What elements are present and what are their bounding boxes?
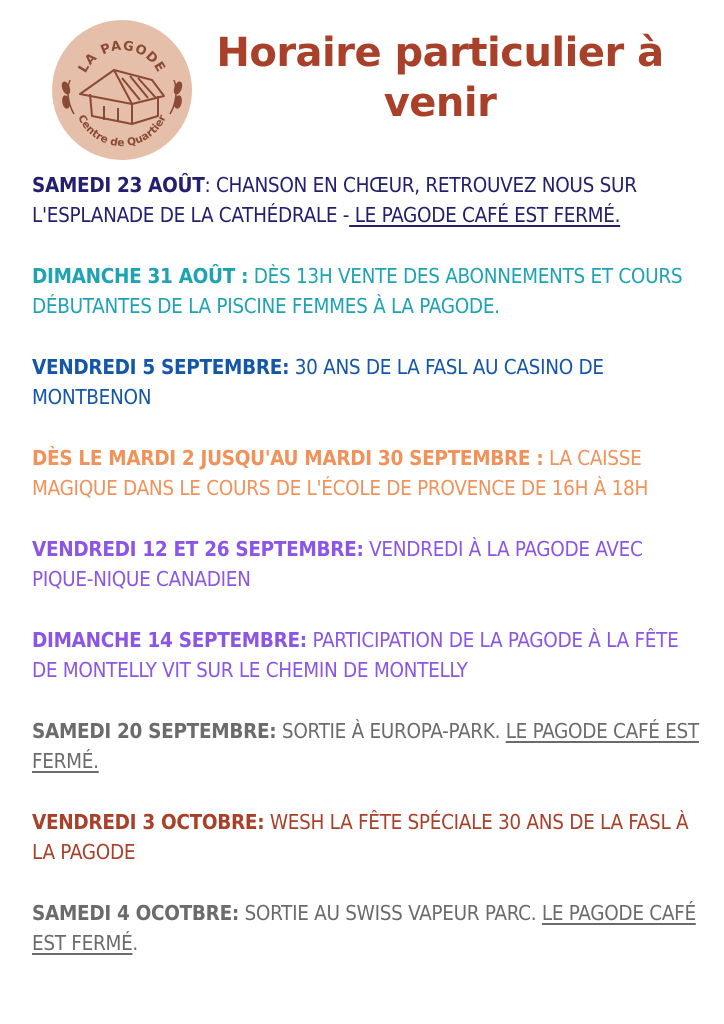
event-text: DÈS 13H VENTE DES ABONNEMENTS ET COURS DÉBUTANTES DE LA PISCINE FEMMES À LA PAGODE.	[32, 264, 683, 318]
event-date: VENDREDI 3 OCTOBRE:	[32, 810, 265, 834]
event-note: LE PAGODE CAFÉ EST FERMÉ.	[32, 719, 699, 773]
event-item	[32, 625, 702, 685]
event-date: VENDREDI 5 SEPTEMBRE:	[32, 355, 290, 379]
event-date: SAMEDI 4 OCOTBRE:	[32, 901, 239, 925]
event-date: VENDREDI 12 ET 26 SEPTEMBRE:	[32, 537, 364, 561]
event-text: VENDREDI À LA PAGODE AVEC PIQUE-NIQUE CANADIEN	[32, 537, 643, 591]
event-item	[32, 443, 702, 503]
event-item	[32, 261, 702, 321]
logo-subtitle: Centre de Quartier	[75, 112, 169, 150]
logo-name: LA PAGODE	[75, 38, 169, 76]
event-item	[32, 716, 702, 776]
event-item	[32, 898, 702, 958]
event-date: DÈS LE MARDI 2 JUSQU'AU MARDI 30 SEPTEMBRE :	[32, 446, 544, 470]
event-note: LE PAGODE CAFÉ EST FERMÉ	[32, 901, 696, 955]
event-text: SORTIE AU SWISS VAPEUR PARC.	[238, 901, 542, 925]
event-date: DIMANCHE 14 SEPTEMBRE:	[32, 628, 307, 652]
event-text: LA CAISSE MAGIQUE DANS LE COURS DE L'ÉCOLE DE PROVENCE DE 16H À 18H	[32, 446, 649, 500]
event-item	[32, 352, 702, 412]
event-item	[32, 170, 702, 230]
event-text: WESH LA FÊTE SPÉCIALE 30 ANS DE LA FASL À LA PAGODE	[32, 810, 689, 864]
event-date: SAMEDI 23 AOÛT	[32, 173, 205, 197]
event-date: SAMEDI 20 SEPTEMBRE:	[32, 719, 277, 743]
title-line-2: venir	[383, 80, 497, 126]
event-date: DIMANCHE 31 AOÛT :	[32, 264, 249, 288]
page-title	[210, 28, 670, 128]
event-item	[32, 807, 702, 867]
pagode-logo	[52, 20, 192, 160]
event-text: 30 ANS DE LA FASL AU CASINO DE MONTBENON	[32, 355, 604, 409]
event-text: SORTIE À EUROPA-PARK.	[276, 719, 506, 743]
event-item	[32, 534, 702, 594]
event-text: PARTICIPATION DE LA PAGODE À LA FÊTE DE MONTELLY VIT SUR LE CHEMIN DE MONTELLY	[32, 628, 679, 682]
events-list	[32, 170, 702, 989]
pagode-logo-icon	[52, 20, 192, 160]
event-tail: .	[132, 931, 138, 955]
event-text: : CHANSON EN CHŒUR, RETROUVEZ NOUS SUR L'ESPLANADE DE LA CATHÉDRALE -	[32, 173, 637, 227]
title-line-1: Horaire particulier à	[216, 30, 664, 76]
event-note: LE PAGODE CAFÉ EST FERMÉ.	[349, 203, 621, 227]
